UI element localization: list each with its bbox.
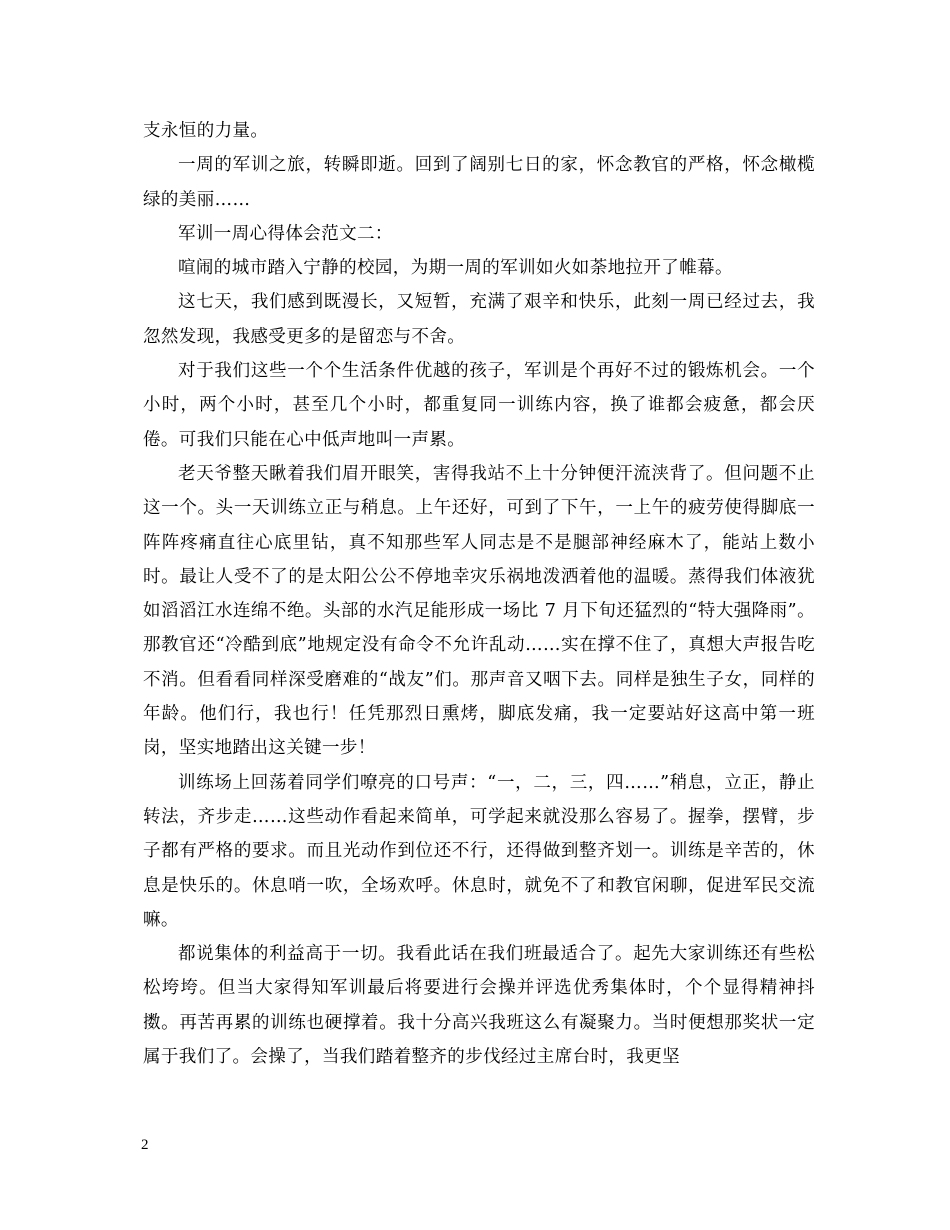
paragraph-1: 支永恒的力量。 [143,121,269,141]
paragraph-9: 都说集体的利益高于一切。我看此话在我们班最适合了。起先大家训练还有些松松垮垮。但当大家得知军训最后将要进行会操并评选优秀集体时，个个显得精神抖擞。再苦再累的训练也硬撑着。我十分高兴我班这么有凝聚力。当时便想那奖状一定属于我们了。会操了，当我们踏着整齐的步伐经过主席台时，我更坚 [143,944,815,1068]
paragraph-8: 训练场上回荡着同学们嘹亮的口号声：“一，二，三，四……”稍息，立正，静止转法，齐步走……这些动作看起来简单，可学起来就没那么容易了。握拳，摆臂，步子都有严格的要求。而且光动作到位还不行，还得做到整齐划一。训练是辛苦的，休息是快乐的。休息哨一吹，全场欢呼。休息时，就免不了和教官闲聊，促进军民交流嘛。 [143,772,815,930]
paragraph-4: 喧闹的城市踏入宁静的校园，为期一周的军训如火如荼地拉开了帷幕。 [178,258,733,279]
paragraph-2: 一周的军训之旅，转瞬即逝。回到了阔别七日的家，怀念教官的严格，怀念橄榄绿的美丽…… [143,155,815,210]
page-number: 2 [141,1137,149,1153]
document-body [143,114,815,1074]
paragraph-6: 对于我们这些一个个生活条件优越的孩子，军训是个再好不过的锻炼机会。一个小时，两个小时，甚至几个小时，都重复同一训练内容，换了谁都会疲惫，都会厌倦。可我们只能在心中低声地叫一声累。 [143,361,815,450]
section-heading: 军训一周心得体会范文二： [178,223,393,244]
paragraph-7: 老天爷整天瞅着我们眉开眼笑，害得我站不上十分钟便汗流浃背了。但问题不止这一个。头一天训练立正与稍息。上午还好，可到了下午，一上午的疲劳使得脚底一阵阵疼痛直往心底里钻，真不知那些军人同志是不是腿部神经麻木了，能站上数小时。最让人受不了的是太阳公公不停地幸灾乐祸地泼洒着他的温暖。蒸得我们体液犹如滔滔江水连绵不绝。头部的水汽足能形成一场比 7 月下旬还猛烈的“特大强降雨”。那教官还“冷酷到底”地规定没有命令不允许乱动……实在撑不住了，真想大声报告吃不消。但看看同样深受磨难的“战友”们。那声音又咽下去。同样是独生子女，同样的年龄。他们行，我也行！任凭那烈日熏烤，脚底发痛，我一定要站好这高中第一班岗，坚实地踏出这关键一步！ [143,463,815,759]
paragraph-5: 这七天，我们感到既漫长，又短暂，充满了艰辛和快乐，此刻一周已经过去，我忽然发现，我感受更多的是留恋与不舍。 [143,292,815,347]
